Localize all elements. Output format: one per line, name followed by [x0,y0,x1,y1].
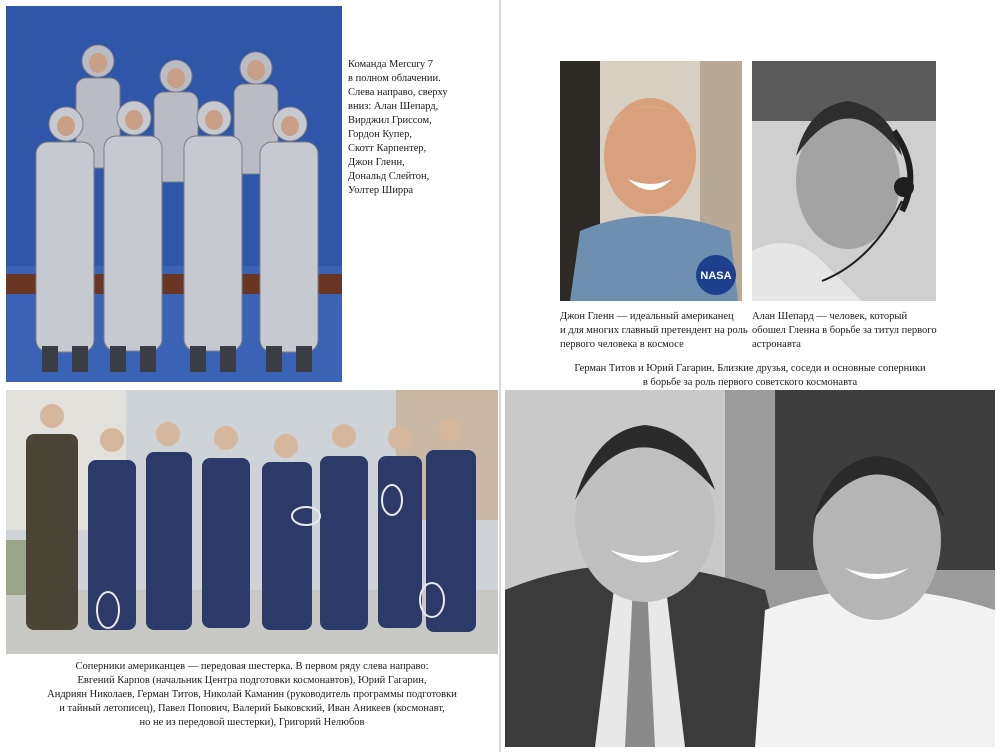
shepard-photo [752,61,936,301]
glenn-caption: Джон Гленн — идеальный американец и для многих главный претендент на роль первого человека в космосе [560,311,748,350]
page-gutter [499,0,501,752]
mercury-seven-caption: Команда Mercury 7 в полном облачении. Слева направо, сверху вниз: Алан Шепард, Вирджил Гриссом, Гордон Купер, Скотт Карпентер, Джон Гленн, Дональд Слейтон, Уолтер Ширра [348,59,448,196]
titov-gagarin-photo [505,390,995,747]
titov-gagarin-caption: Герман Титов и Юрий Гагарин. Близкие друзья, соседи и основные соперники в борьбе за роль первого советского космонавта [574,363,926,388]
soviet-six-photo [6,390,498,654]
shepard-caption: Алан Шепард — человек, который обошел Гленна в борьбе за титул первого астронавта [752,311,937,350]
mercury-seven-photo [6,6,342,382]
nasa-badge-text: NASA [700,270,732,282]
soviet-six-caption: Соперники американцев — передовая шестерка. В первом ряду слева направо: Евгений Карпов (начальник Центра подготовки космонавтов), Юрий Гагарин, Андриян Николаев, Герман Титов, Николай Каманин (руководитель программы подготовки и тайный летописец), Павел Попович, Валерий Быковский, Иван Аникеев (космонавт, но не из передовой шестерки), Григорий Нелюбов [47,661,457,728]
glenn-photo [560,61,742,301]
